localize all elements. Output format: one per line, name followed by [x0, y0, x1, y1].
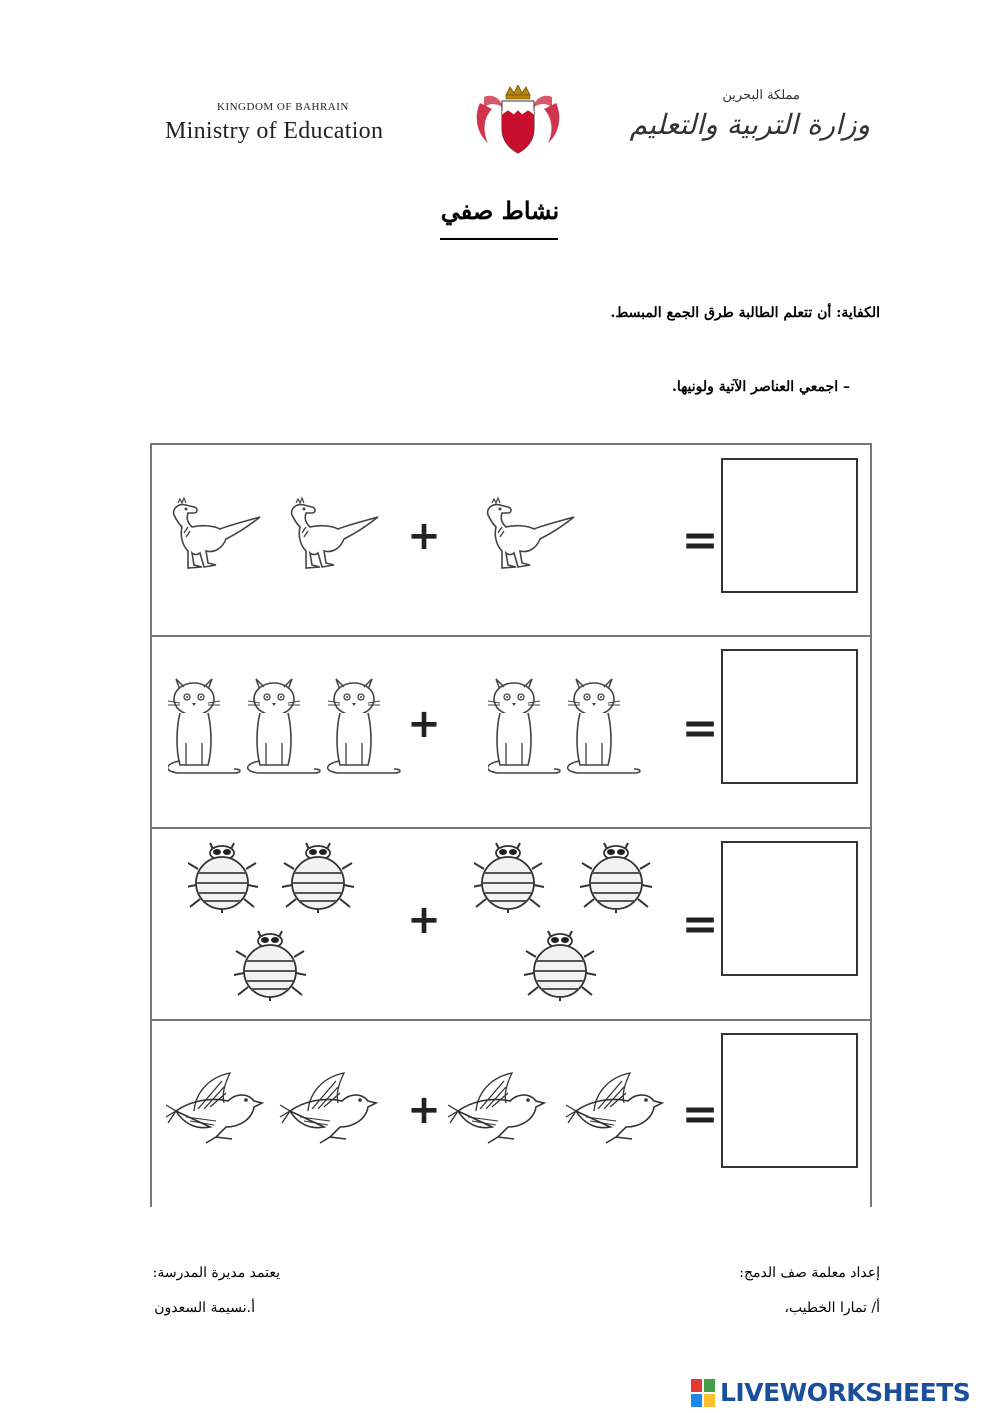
bug-group-right — [474, 837, 674, 1013]
equals-sign: = — [681, 515, 719, 566]
approved-by-label: يعتمد مديرة المدرسة: — [152, 1265, 280, 1281]
bug-group-left — [188, 837, 388, 1013]
cat-group-right — [488, 673, 658, 781]
bird-group-left — [166, 1071, 396, 1151]
equals-sign: = — [681, 1089, 719, 1140]
answer-box[interactable] — [721, 458, 858, 593]
instruction-text: – اجمعي العناصر الآتية ولونيها. — [671, 379, 850, 395]
plus-sign: + — [407, 701, 441, 747]
approved-by-name: أ.نسيمة السعدون — [154, 1300, 255, 1316]
problem-row — [152, 445, 870, 637]
plus-sign: + — [407, 897, 441, 943]
title-underline — [440, 238, 558, 240]
equals-sign: = — [681, 703, 719, 754]
ministry-name-en: Ministry of Education — [165, 118, 384, 144]
worksheet-table — [150, 443, 872, 1207]
dinosaur-group-left — [164, 495, 404, 580]
plus-sign: + — [407, 1087, 441, 1133]
prepared-by-label: إعداد معلمة صف الدمج: — [739, 1265, 880, 1281]
plus-sign: + — [407, 513, 441, 559]
equals-sign: = — [681, 899, 719, 950]
kingdom-label: KINGDOM OF BAHRAIN — [217, 101, 349, 113]
answer-box[interactable] — [721, 1033, 858, 1168]
kingdom-name-ar: مملكة البحرين — [722, 88, 800, 103]
watermark-text: LIVEWORKSHEETS — [720, 1378, 971, 1407]
competency-text: الكفاية: أن تتعلم الطالبة طرق الجمع المبسط. — [610, 305, 880, 321]
cat-group-left — [168, 673, 408, 781]
problem-row — [152, 829, 870, 1021]
ministry-name-ar: وزارة التربية والتعليم — [629, 108, 870, 141]
liveworksheets-icon — [690, 1378, 718, 1408]
dinosaur-group-right — [478, 495, 598, 580]
bahrain-crest-logo — [472, 85, 564, 155]
bird-group-right — [448, 1071, 678, 1151]
prepared-by-name: أ/ تمارا الخطيب، — [784, 1300, 880, 1316]
answer-box[interactable] — [721, 649, 858, 784]
page-title: نشاط صفي — [440, 196, 560, 225]
problem-row — [152, 1021, 870, 1207]
liveworksheets-logo[interactable] — [690, 1374, 990, 1410]
problem-row — [152, 637, 870, 829]
answer-box[interactable] — [721, 841, 858, 976]
